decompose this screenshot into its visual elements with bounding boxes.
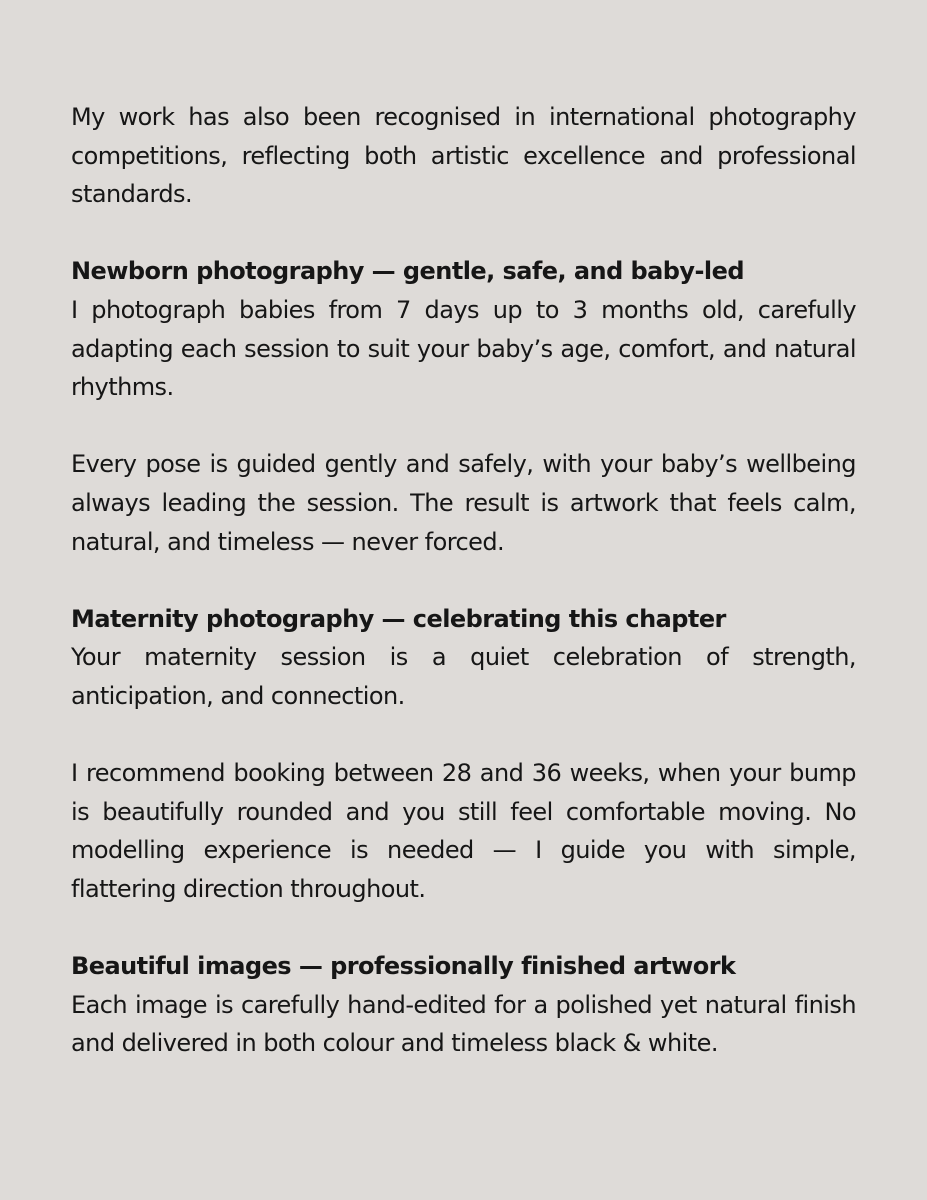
images-paragraph-1: Each image is carefully hand-edited for a polished yet natural finish and delivered in both colour and timeless black & white. [71,990,856,1058]
maternity-paragraph-2: I recommend booking between 28 and 36 weeks, when your bump is beautifully rounded and you still feel comfortable moving. No modelling experience is needed — I guide you with simple, flattering direction throughout. [71,759,856,903]
images-heading: Beautiful images — professionally finished artwork [71,952,736,981]
newborn-paragraph-1: I photograph babies from 7 days up to 3 months old, carefully adapting each session to suit your baby’s age, comfort, and natural rhythms. [71,295,856,402]
spacer [71,908,856,947]
newborn-heading: Newborn photography — gentle, safe, and baby-led [71,257,744,286]
newborn-paragraph-2: Every pose is guided gently and safely, with your baby’s wellbeing always leading the session. The result is artwork that feels calm, natural, and timeless — never forced. [71,450,856,556]
maternity-paragraph-1: Your maternity session is a quiet celebration of strength, anticipation, and connection. [71,643,856,710]
spacer [71,716,856,755]
spacer [71,561,856,600]
intro-paragraph: My work has also been recognised in international photography competitions, reflecting both artistic excellence and professional standards. [71,103,856,209]
spacer [71,214,856,253]
spacer [71,407,856,446]
maternity-heading: Maternity photography — celebrating this chapter [71,604,726,633]
